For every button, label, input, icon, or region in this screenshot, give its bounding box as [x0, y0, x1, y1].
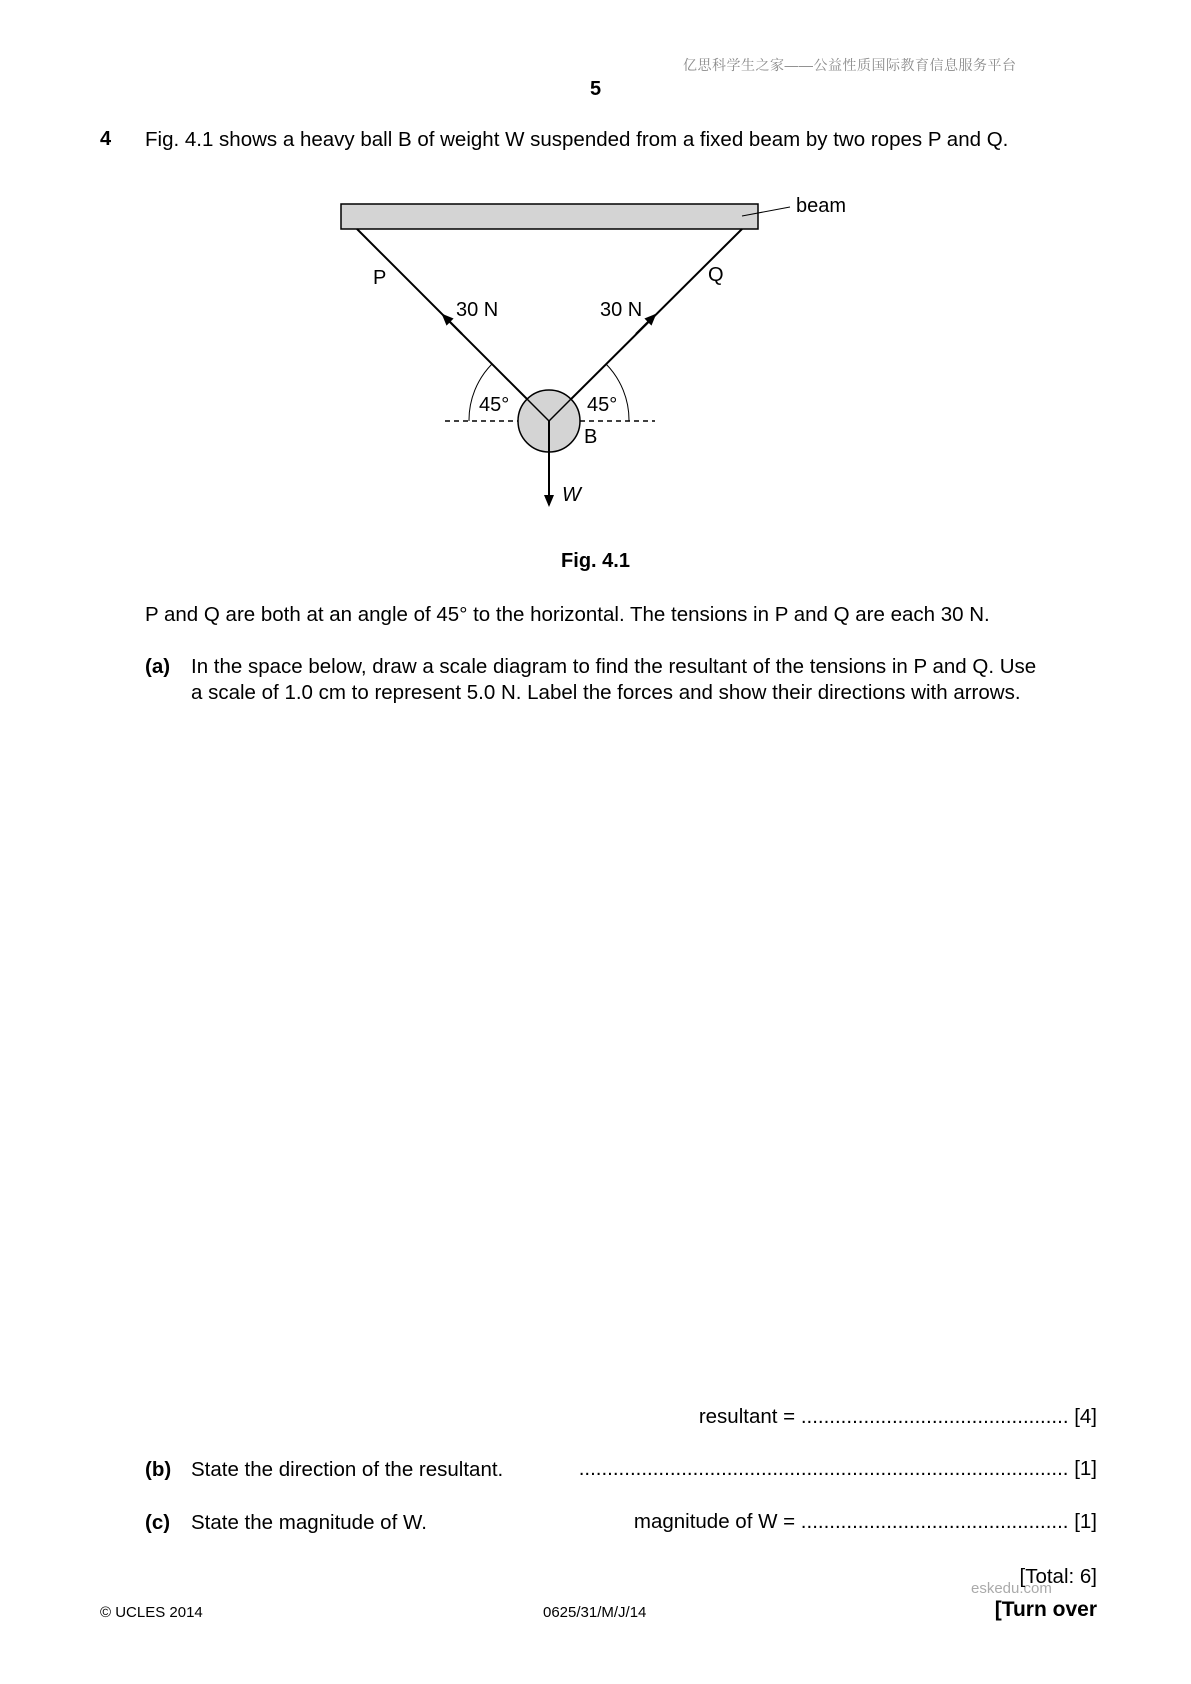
figure-caption: Fig. 4.1: [561, 550, 630, 572]
part-a-label: (a): [145, 655, 171, 678]
part-c-text: State the magnitude of W.: [191, 1511, 427, 1534]
part-a-line1: In the space below, draw a scale diagram to find the resultant of the tensions in P and Q. Use: [191, 655, 1037, 678]
page-number: 5: [589, 78, 602, 100]
part-b-answer-line[interactable]: ...................................................................................... [1]: [578, 1457, 1097, 1480]
part-c-label: (c): [145, 1511, 171, 1534]
angle-right-label: 45°: [587, 394, 618, 416]
header-watermark: 亿思科学生之家——公益性质国际教育信息服务平台: [683, 57, 1017, 73]
paper-code: 0625/31/M/J/14: [543, 1604, 647, 1621]
force-diagram: [0, 0, 1191, 560]
part-b-label: (b): [145, 1458, 172, 1481]
copyright: © UCLES 2014: [100, 1604, 203, 1621]
tension-q-label: 30 N: [600, 299, 643, 321]
tension-p-label: 30 N: [456, 299, 499, 321]
part-b-text: State the direction of the resultant.: [191, 1458, 504, 1481]
part-a-line2: a scale of 1.0 cm to represent 5.0 N. Label the forces and show their directions with arrows.: [191, 681, 1021, 704]
ball-label: B: [584, 426, 598, 448]
question-intro: Fig. 4.1 shows a heavy ball B of weight W suspended from a fixed beam by two ropes P and Q.: [145, 128, 1009, 151]
weight-label: W: [562, 484, 581, 506]
beam: [341, 204, 758, 229]
angle-left-label: 45°: [479, 394, 510, 416]
turn-over: [Turn over: [994, 1598, 1097, 1621]
part-c-answer-line[interactable]: magnitude of W = ............................................... [1]: [633, 1510, 1097, 1533]
rope-q-label: Q: [708, 264, 724, 286]
statement: P and Q are both at an angle of 45° to the horizontal. The tensions in P and Q are each 30 N.: [145, 603, 990, 626]
question-number: 4: [100, 128, 112, 150]
rope-p-label: P: [373, 267, 387, 289]
beam-label: beam: [796, 195, 847, 217]
total-marks: [Total: 6]: [1019, 1565, 1097, 1588]
part-a-answer-line[interactable]: resultant = ............................................... [4]: [698, 1405, 1097, 1428]
footer-watermark: eskedu.com: [971, 1580, 1052, 1597]
